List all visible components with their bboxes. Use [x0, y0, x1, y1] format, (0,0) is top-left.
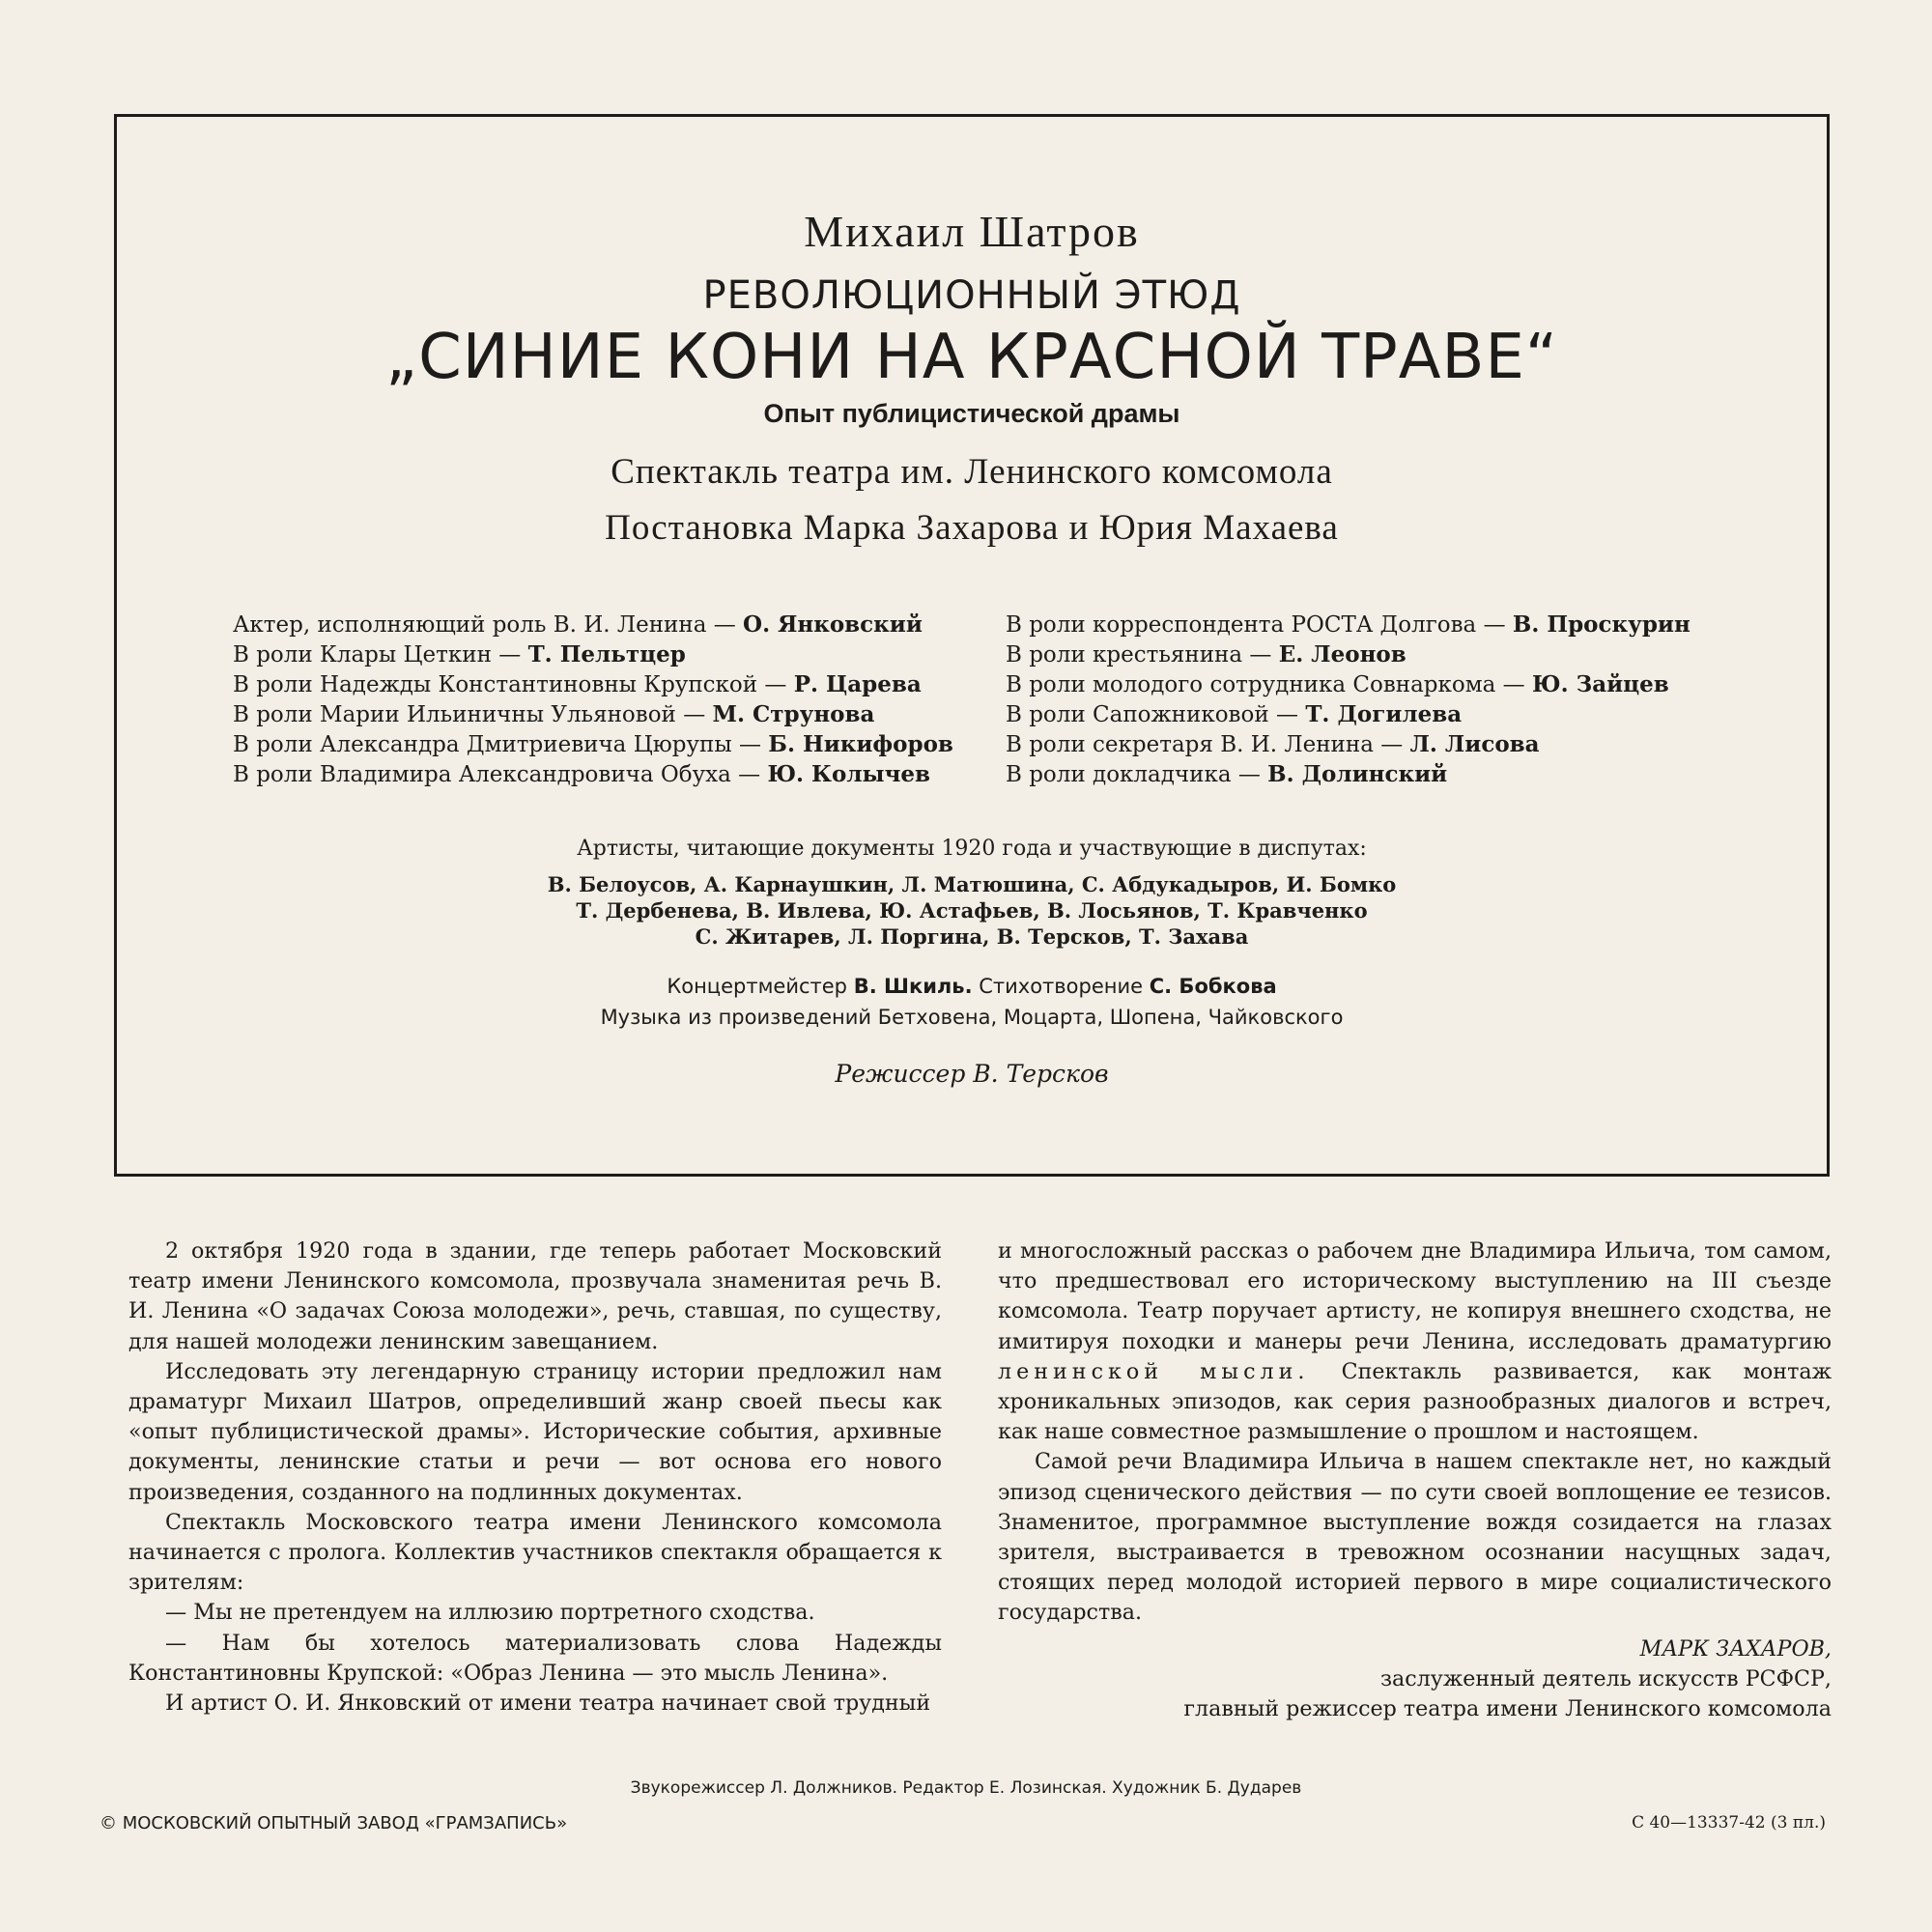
article-paragraph: Самой речи Владимира Ильича в нашем спектакле нет, но каждый эпизод сценического действия — по сути своей воплощение ее тезисов. Знаменитое, программное выступление вождя созидается на глазах зрителя, выстраивается в тревожном осознании насущных задач, стоящих перед молодой историей первого в мире социалистического государства. — [998, 1449, 1832, 1626]
cast-role: В роли Марии Ильиничны Ульяновой — — [233, 702, 713, 727]
readers-list — [117, 872, 1827, 951]
article-paragraph: Спектакль Московского театра имени Ленинского комсомола начинается с пролога. Коллектив участников спектакля обращается к зрителям: — [128, 1509, 942, 1596]
cast-actor: М. Струнова — [712, 701, 875, 727]
cast-actor: Б. Никифоров — [768, 731, 953, 757]
author-name: Михаил Шатров — [804, 207, 1140, 256]
article-paragraph: — Мы не претендуем на иллюзию портретного сходства. — [165, 1600, 815, 1626]
article-paragraph: Исследовать эту легендарную страницу истории предложил нам драматург Михаил Шатров, определивший жанр своей пьесы как «опыт публицистической драмы». Исторические события, архивные документы, ленинские статьи и речи — вот основа его нового произведения, созданного на подлинных документах. — [128, 1358, 942, 1505]
cast-actor: Е. Леонов — [1278, 641, 1406, 668]
catalog-number: С 40—13337-42 (3 пл.) — [1632, 1813, 1826, 1833]
cast-role: Актер, исполняющий роль В. И. Ленина — — [233, 612, 744, 638]
cast-list-left — [233, 611, 953, 791]
cast-actor: Ю. Колычев — [767, 761, 931, 787]
cast-role: В роли докладчика — — [1006, 762, 1268, 787]
theatre-line: Спектакль театра им. Ленинского комсомола — [611, 452, 1333, 492]
credits-line — [117, 975, 1827, 1006]
article-text: Спектакль развивается, как монтаж хроникальных эпизодов, как серия разнообразных диалогов и встреч, как наше совместное размышление о прошлом и настоящем. — [998, 1358, 1832, 1445]
cast-role: В роли Клары Цеткин — — [233, 642, 528, 668]
cast-role: В роли секретаря В. И. Ленина — — [1006, 732, 1410, 757]
play-subtitle: Опыт публицистической драмы — [763, 399, 1180, 428]
cast-role: В роли Сапожниковой — — [1006, 702, 1306, 727]
readers-intro: Артисты, читающие документы 1920 года и участвующие в диспутах: — [577, 837, 1367, 861]
publisher-line: © МОСКОВСКИЙ ОПЫТНЫЙ ЗАВОД «ГРАМЗАПИСЬ» — [99, 1813, 568, 1833]
cast-role: В роли Владимира Александровича Обуха — — [233, 762, 768, 787]
article-paragraph: — Нам бы хотелось материализовать слова Надежды Константиновны Крупской: «Образ Ленина — это мысль Ленина». — [128, 1630, 942, 1686]
cast-line — [233, 671, 953, 701]
cast-actor: Ю. Зайцев — [1531, 671, 1669, 697]
music-line: Музыка из произведений Бетховена, Моцарта, Шопена, Чайковского — [600, 1006, 1344, 1029]
article-emphasis: ленинской мысли. — [998, 1358, 1310, 1384]
readers-line: Т. Дербенева, В. Ивлева, Ю. Астафьев, В. Лосьянов, Т. Кравченко — [576, 898, 1368, 923]
concertmaster-label: Концертмейстер — [667, 975, 854, 998]
cast-list-right — [1006, 611, 1690, 791]
article-text: и многосложный рассказ о рабочем дне Владимира Ильича, том самом, что предшествовал его историческому выступлению на III съезде комсомола. Театр поручает артисту, не копируя внешнего сходства, не имитируя походки и манеры речи Ленина, исследовать драматургию — [998, 1238, 1832, 1354]
cast-line — [233, 701, 953, 731]
cast-actor: О. Янковский — [743, 611, 923, 638]
cast-line — [233, 731, 953, 761]
cast-line — [233, 611, 953, 641]
cast-line — [1006, 671, 1690, 701]
cast-actor: Т. Догилева — [1305, 701, 1463, 727]
cast-line — [1006, 611, 1690, 641]
staging-line: Постановка Марка Захарова и Юрия Махаева — [605, 508, 1339, 548]
poem-author: С. Бобкова — [1149, 975, 1277, 998]
concertmaster-name: В. Шкиль. — [853, 975, 973, 998]
article-column-left — [128, 1236, 942, 1719]
article-column-right — [998, 1236, 1832, 1724]
signature-name: МАРК ЗАХАРОВ, — [1639, 1635, 1832, 1662]
cast-line — [233, 761, 953, 791]
cast-role: В роли крестьянина — — [1006, 642, 1279, 668]
cast-role: В роли корреспондента РОСТА Долгова — — [1006, 612, 1513, 638]
readers-line: С. Житарев, Л. Поргина, В. Терсков, Т. Захава — [695, 924, 1249, 949]
production-credits — [117, 975, 1827, 1037]
cast-role: В роли Александра Дмитриевича Цюрупы — — [233, 732, 769, 757]
title-frame — [114, 114, 1830, 1177]
cast-role: В роли Надежды Константиновны Крупской — — [233, 672, 794, 697]
poem-label: Стихотворение — [972, 975, 1150, 998]
readers-line: В. Белоусов, А. Карнаушкин, Л. Матюшина, С. Абдукадыров, И. Бомко — [547, 872, 1397, 896]
cast-line — [1006, 731, 1690, 761]
cast-actor: В. Долинский — [1267, 761, 1448, 787]
cast-line — [1006, 761, 1690, 791]
cast-line — [1006, 641, 1690, 671]
cast-line — [233, 641, 953, 671]
cast-actor: Л. Лисова — [1409, 731, 1540, 757]
article-paragraph: И артист О. И. Янковский от имени театра начинает свой трудный — [165, 1690, 931, 1717]
article-paragraph: 2 октября 1920 года в здании, где теперь работает Московский театр имени Ленинского комсомола, прозвучала знаменитая речь В. И. Ленина «О задачах Союза молодежи», речь, ставшая, по существу, для нашей молодежи ленинским завещанием. — [128, 1238, 942, 1354]
signature-title: главный режиссер театра имени Ленинского комсомола — [1183, 1695, 1832, 1721]
cast-actor: Р. Царева — [793, 671, 922, 697]
cast-actor: В. Проскурин — [1512, 611, 1690, 638]
cast-line — [1006, 701, 1690, 731]
footer-credits: Звукорежиссер Л. Должников. Редактор Е. Лозинская. Художник Б. Дударев — [630, 1778, 1302, 1798]
cast-actor: Т. Пельтцер — [527, 641, 686, 668]
genre-label: РЕВОЛЮЦИОННЫЙ ЭТЮД — [702, 273, 1241, 318]
signature-block — [998, 1634, 1832, 1724]
director-line: Режиссер В. Терсков — [835, 1060, 1109, 1088]
signature-title: заслуженный деятель искусств РСФСР, — [1379, 1665, 1832, 1691]
cast-role: В роли молодого сотрудника Совнаркома — — [1006, 672, 1532, 697]
play-title: „СИНИЕ КОНИ НА КРАСНОЙ ТРАВЕ“ — [384, 322, 1559, 393]
article-paragraph — [998, 1236, 1832, 1447]
